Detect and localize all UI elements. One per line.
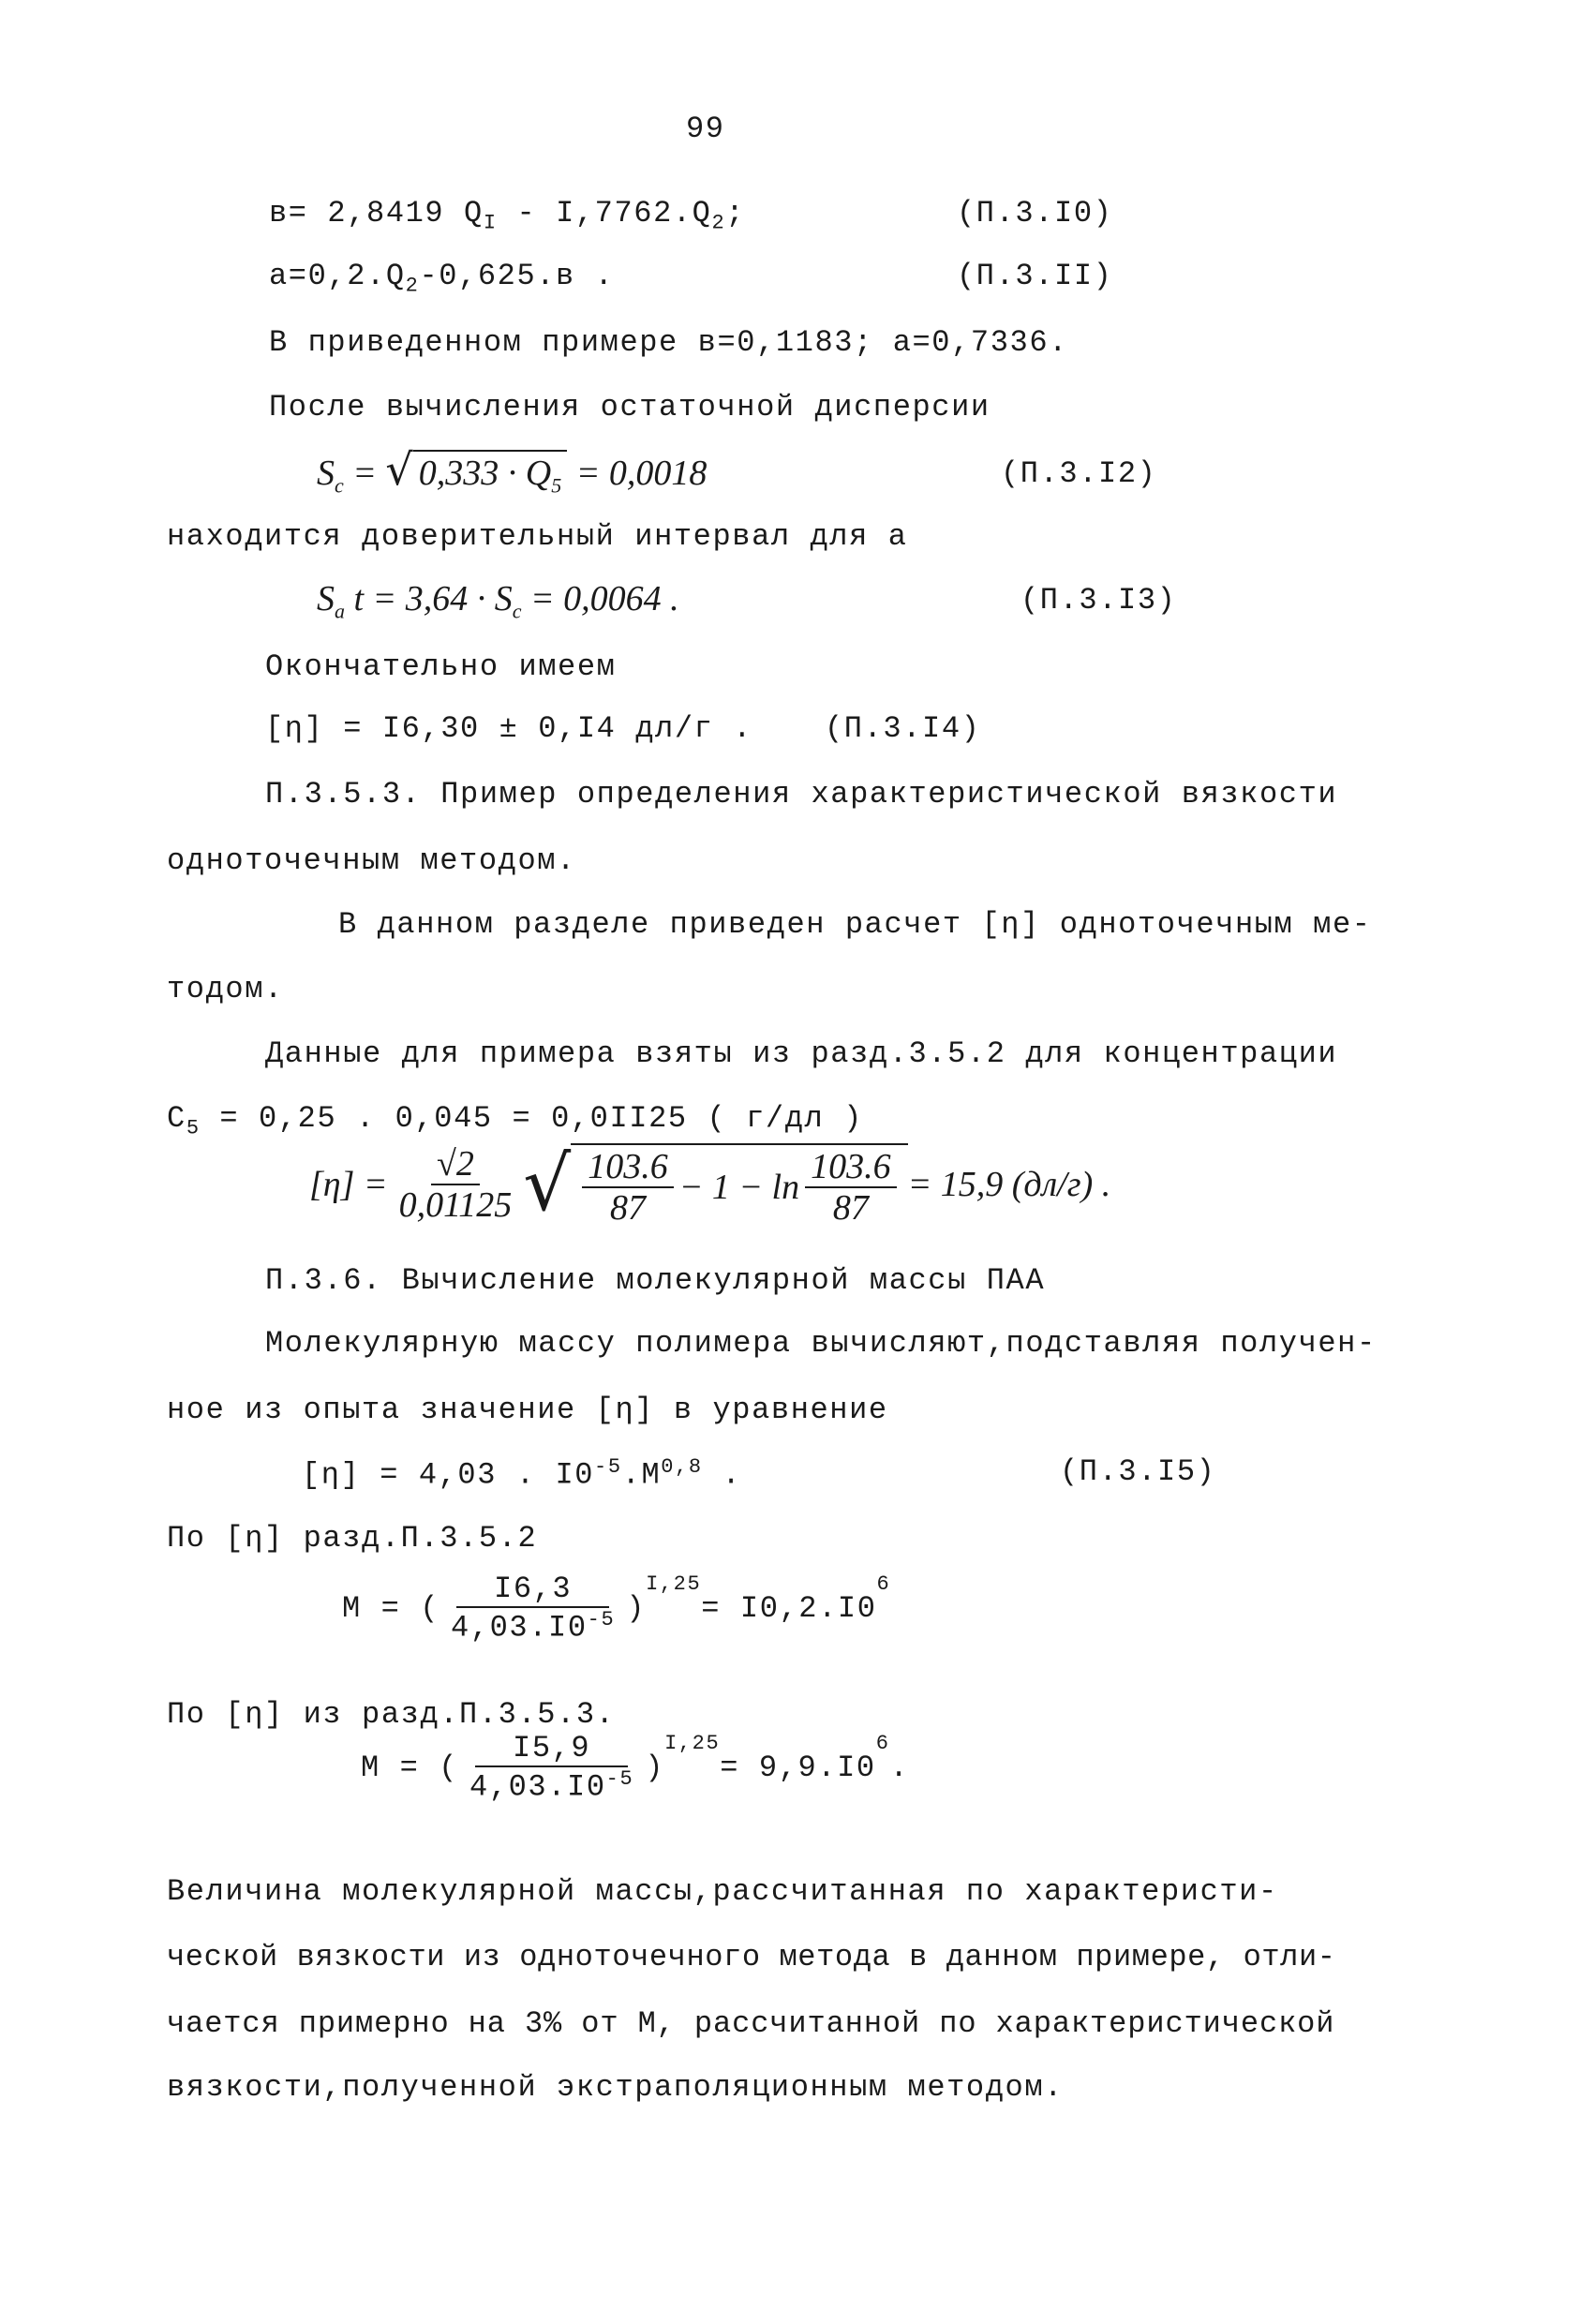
eq-sup: -5 bbox=[605, 1767, 634, 1791]
eq-text: = 0,0018 bbox=[567, 454, 708, 493]
eq-sub: 5 bbox=[551, 473, 562, 498]
eq-text: S bbox=[317, 579, 335, 618]
eq-sub: 2 bbox=[711, 211, 726, 235]
eq-text: ; bbox=[725, 196, 746, 231]
eq-text: а=0,2.Q bbox=[269, 259, 406, 293]
eq-text: M = ( bbox=[342, 1590, 440, 1626]
eq-text: t = 3,64 · S bbox=[345, 579, 513, 618]
paragraph-line: Данные для примера взяты из разд.3.5.2 для концентрации bbox=[265, 1036, 1338, 1071]
paragraph-line: В приведенном примере в=0,1183; а=0,7336. bbox=[269, 325, 1068, 360]
mass-formula-1 bbox=[342, 1574, 890, 1644]
page-number: 99 bbox=[686, 112, 725, 146]
eq-text: [η] = 4,03 . I0 bbox=[302, 1457, 595, 1493]
paragraph-line: тодом. bbox=[167, 972, 284, 1006]
numerator: I5,9 bbox=[475, 1734, 628, 1767]
eq-text: 0,333 · Q bbox=[418, 454, 552, 493]
equation-label: (П.3.I5) bbox=[1060, 1454, 1216, 1489]
eq-sup: 0,8 bbox=[661, 1455, 703, 1479]
denominator: 87 bbox=[610, 1188, 646, 1228]
paragraph-line: Величина молекулярной массы,рассчитанная по характеристи- bbox=[167, 1874, 1278, 1909]
numerator: 103.6 bbox=[582, 1149, 674, 1188]
equation-label: (П.3.II) bbox=[957, 259, 1113, 293]
equation-3-12 bbox=[317, 444, 708, 498]
paragraph-line: ческой вязкости из одноточечного метода в данном примере, отли- bbox=[167, 1940, 1336, 1974]
section-heading-3-6: П.3.6. Вычисление молекулярной массы ПАА bbox=[265, 1263, 1046, 1298]
paragraph-line: вязкости,полученной экстраполяционным методом. bbox=[167, 2070, 1064, 2105]
fraction bbox=[394, 1146, 518, 1223]
equation-label: (П.3.I4) bbox=[825, 711, 981, 746]
paragraph-line: В данном разделе приведен расчет [η] одноточечным ме- bbox=[338, 907, 1372, 942]
paragraph-line: находится доверительный интервал для а bbox=[167, 519, 908, 554]
eq-sub: c bbox=[512, 599, 522, 623]
equation-label: (П.3.I0) bbox=[957, 196, 1113, 231]
paragraph-line: После вычисления остаточной дисперсии bbox=[269, 390, 991, 425]
paragraph-line: Молекулярную массу полимера вычисляют,подставляя получен- bbox=[265, 1326, 1377, 1361]
eq-text: 4,03.I0 bbox=[451, 1610, 588, 1646]
equation-3-15 bbox=[302, 1457, 741, 1491]
eq-text: = 0,0064 . bbox=[521, 579, 679, 618]
eq-sub: c bbox=[335, 473, 344, 498]
eq-text: S bbox=[317, 454, 335, 493]
denominator bbox=[464, 1767, 639, 1803]
eq-text: = I0,2.I0 bbox=[701, 1590, 877, 1626]
paragraph-line: ное из опыта значение [η] в уравнение bbox=[167, 1393, 888, 1427]
eq-text: = 9,9.I0 bbox=[720, 1750, 876, 1785]
eq-sub: 5 bbox=[186, 1116, 201, 1140]
sqrt-sign: √ bbox=[385, 444, 413, 495]
eq-text: − 1 − ln bbox=[678, 1168, 800, 1207]
single-point-formula bbox=[309, 1140, 1111, 1228]
numerator: I6,3 bbox=[456, 1574, 609, 1608]
eq-sup: 6 bbox=[875, 1732, 890, 1755]
eq-text: ) bbox=[626, 1590, 647, 1626]
eq-text: = 15,9 (дл/г) . bbox=[907, 1165, 1111, 1204]
eq-text: . bbox=[889, 1750, 910, 1785]
denominator: 0,01125 bbox=[398, 1185, 513, 1225]
equation-3-13 bbox=[317, 581, 679, 622]
numerator: √2 bbox=[431, 1146, 480, 1185]
fraction bbox=[445, 1574, 620, 1644]
equation-3-14: [η] = I6,30 ± 0,I4 дл/г . bbox=[265, 711, 753, 746]
eq-text: -0,625.в . bbox=[419, 259, 615, 293]
eq-sub: a bbox=[335, 599, 345, 623]
eq-sub: I bbox=[483, 211, 498, 235]
eq-sup: 6 bbox=[876, 1572, 891, 1596]
eq-sup: -5 bbox=[587, 1608, 616, 1631]
fraction bbox=[582, 1149, 674, 1226]
radicand bbox=[413, 450, 567, 497]
denominator bbox=[445, 1608, 620, 1644]
fraction bbox=[805, 1149, 897, 1226]
eq-text: ) bbox=[645, 1750, 665, 1785]
paragraph-line: одноточечным методом. bbox=[167, 843, 576, 878]
paragraph-line: чается примерно на 3% от М, рассчитанной по характеристической bbox=[167, 2006, 1335, 2041]
eq-text: в= 2,8419 Q bbox=[269, 196, 484, 231]
radicand bbox=[571, 1143, 907, 1226]
paragraph-line: По [η] разд.П.3.5.2 bbox=[167, 1521, 538, 1556]
eq-text: - I,7762.Q bbox=[497, 196, 712, 231]
eq-text: . bbox=[702, 1457, 742, 1493]
fraction bbox=[464, 1731, 639, 1805]
eq-text: 4,03.I0 bbox=[469, 1769, 606, 1805]
eq-sup: -5 bbox=[594, 1455, 622, 1479]
equation-label: (П.3.I2) bbox=[1001, 456, 1157, 491]
eq-text: [η] = bbox=[309, 1165, 388, 1204]
equation-3-11 bbox=[269, 261, 614, 296]
eq-sup: I,25 bbox=[646, 1572, 702, 1596]
numerator: 103.6 bbox=[805, 1149, 897, 1188]
paragraph-line: По [η] из разд.П.3.5.3. bbox=[167, 1697, 616, 1732]
eq-text: .M bbox=[621, 1457, 662, 1493]
eq-text: C bbox=[167, 1101, 186, 1136]
concentration-line bbox=[167, 1101, 863, 1140]
equation-3-10 bbox=[269, 196, 746, 235]
eq-text: = bbox=[343, 454, 386, 493]
paragraph-line: Окончательно имеем bbox=[265, 649, 617, 684]
mass-formula-2 bbox=[361, 1731, 910, 1805]
eq-text: M = ( bbox=[361, 1750, 459, 1785]
eq-text: = 0,25 . 0,045 = 0,0II25 ( г/дл ) bbox=[200, 1101, 863, 1136]
eq-sup: I,25 bbox=[664, 1732, 721, 1755]
section-heading-3-5-3: П.3.5.3. Пример определения характеристической вязкости bbox=[265, 777, 1338, 812]
equation-label: (П.3.I3) bbox=[1020, 583, 1177, 618]
denominator: 87 bbox=[832, 1188, 869, 1228]
eq-sub: 2 bbox=[405, 274, 420, 298]
sqrt-sign: √ bbox=[523, 1140, 572, 1228]
